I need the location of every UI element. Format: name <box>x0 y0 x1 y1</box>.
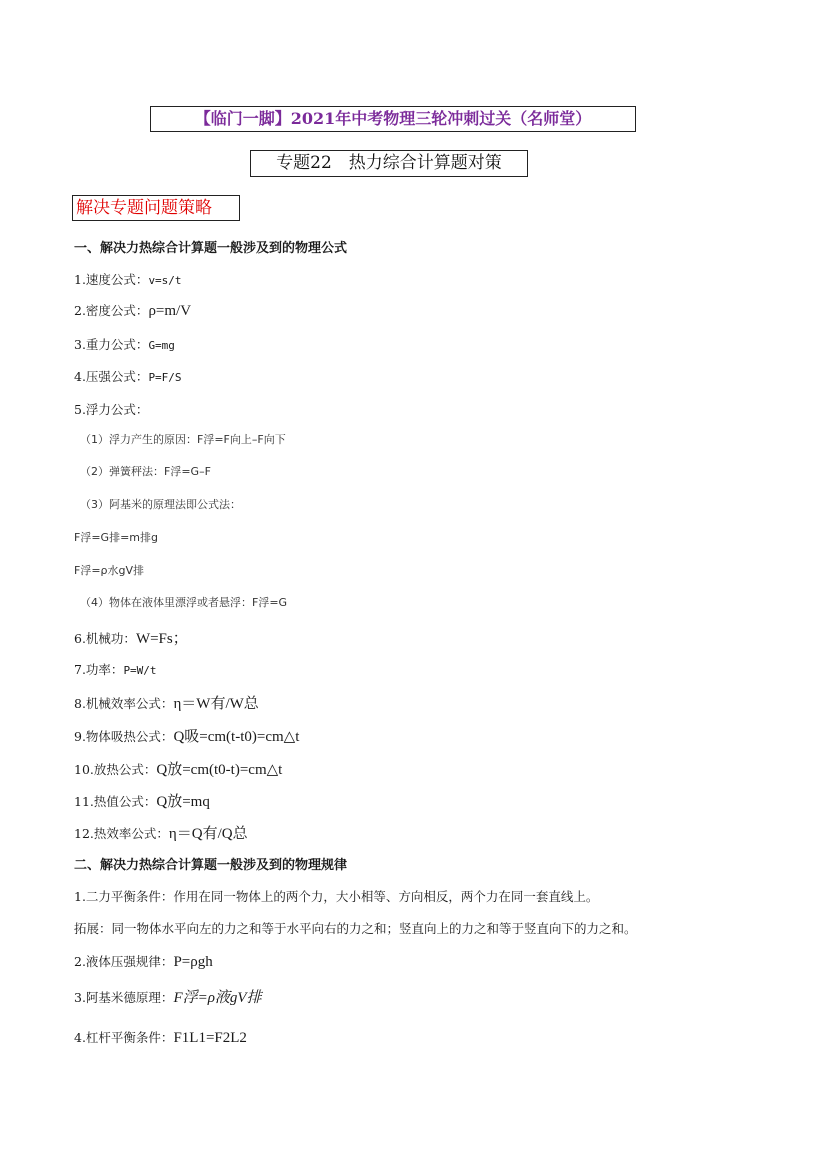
rule-two-force-balance: 1.二力平衡条件：作用在同一物体上的两个力，大小相等、方向相反，两个力在同一套直线上。 <box>74 889 599 904</box>
formula-line-mech-efficiency: 8.机械效率公式：η＝W有/W总 <box>74 696 259 712</box>
floating-line: （4）物体在液体里漂浮或者悬浮：F浮=G <box>80 596 288 609</box>
strategy-heading: 解决专题问题策略 <box>72 195 240 221</box>
spring-scale-line: （2）弹簧秤法：F浮=G–F <box>80 465 211 478</box>
formula-line-heat-absorb: 9.物体吸热公式：Q吸=cm(t-t0)=cm△t <box>74 729 300 745</box>
formula-line-pressure: 4.压强公式：P=F/S <box>74 369 182 384</box>
formula-line-heat-release: 10.放热公式：Q放=cm(t0-t)=cm△t <box>74 762 283 778</box>
spring-scale-formula: F浮=G–F <box>164 465 211 478</box>
rule-liquid-pressure: 2.液体压强规律：P=ρgh <box>74 954 213 970</box>
archimedes-method-line: （3）阿基米的原理法即公式法： <box>80 498 241 511</box>
section2-heading: 二、解决力热综合计算题一般涉及到的物理规律 <box>74 858 348 873</box>
section1-heading: 一、解决力热综合计算题一般涉及到的物理公式 <box>74 241 348 256</box>
formula-line-power: 7.功率：P=W/t <box>74 662 157 677</box>
buoyancy-cause-line: （1）浮力产生的原因：F浮=F向上–F向下 <box>80 433 286 446</box>
archimedes-formula-2: F浮=ρ水gV排 <box>74 564 145 577</box>
rule-lever-balance: 4.杠杆平衡条件：F1L1=F2L2 <box>74 1030 247 1046</box>
buoyancy-cause-formula: F浮=F向上–F向下 <box>197 433 286 446</box>
formula-line-density: 2.密度公式：ρ=m/V <box>74 303 192 319</box>
formula-line-buoyancy: 5.浮力公式： <box>74 402 149 417</box>
rule-archimedes: 3.阿基米德原理：F浮=ρ液gV排 <box>74 990 262 1006</box>
formula-line-gravity: 3.重力公式：G=mg <box>74 337 175 352</box>
archimedes-formula-1: F浮=G排=m排g <box>74 531 158 544</box>
formula-line-heat-efficiency: 12.热效率公式：η＝Q有/Q总 <box>74 826 248 842</box>
rule-extension: 拓展：同一物体水平向左的力之和等于水平向右的力之和；竖直向上的力之和等于竖直向下的力之和。 <box>74 921 637 936</box>
formula-line-speed: 1.速度公式：v=s/t <box>74 272 182 287</box>
topic-title: 专题22 热力综合计算题对策 <box>250 150 528 177</box>
document-title: 【临门一脚】2021年中考物理三轮冲刺过关（名师堂） <box>150 106 636 132</box>
formula-line-heat-value: 11.热值公式：Q放=mq <box>74 794 210 810</box>
formula-line-work: 6.机械功：W=Fs； <box>74 631 188 647</box>
